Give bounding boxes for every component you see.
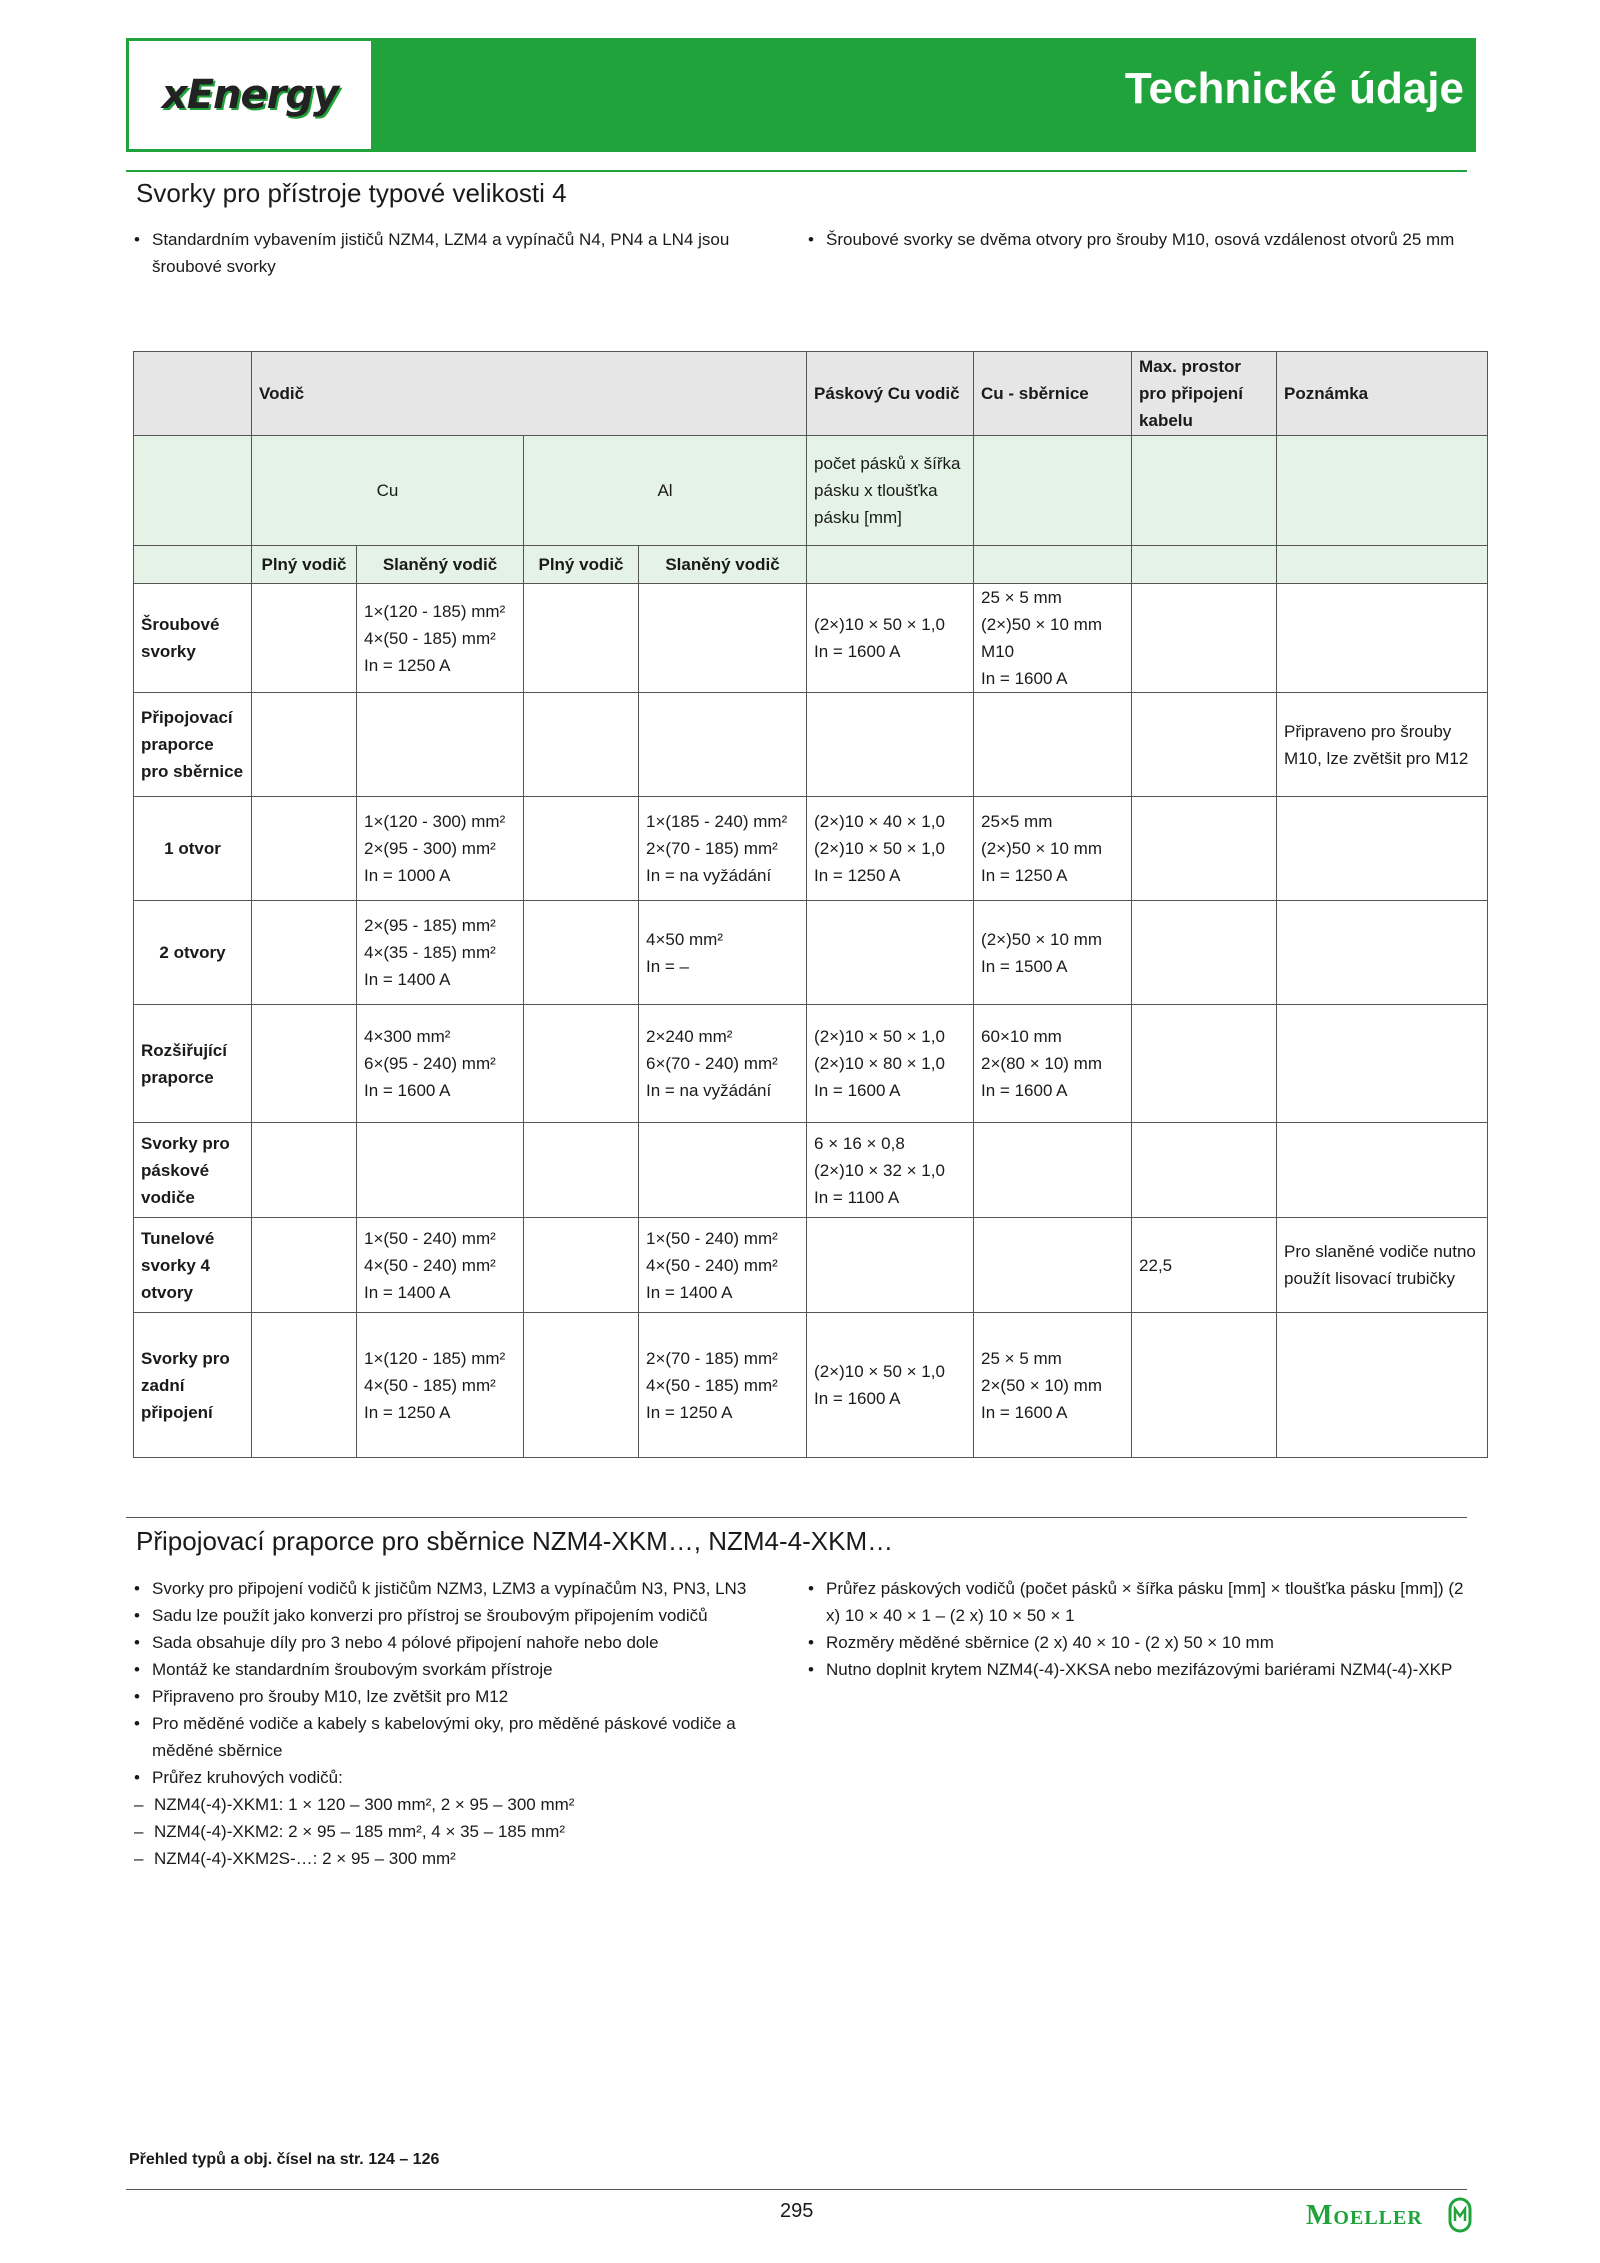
- header-cu-sbernice: Cu - sběrnice: [974, 352, 1132, 436]
- cell-pozn: [1277, 584, 1488, 693]
- cell-line: 4×(50 - 185) mm²: [364, 1375, 496, 1395]
- cell-line: In = 1600 A: [364, 1081, 451, 1100]
- cell-sbern: [974, 1123, 1132, 1218]
- cell-cu-plny: [252, 1123, 357, 1218]
- cell-line: 4×(50 - 240) mm²: [364, 1255, 496, 1275]
- list-item: • Rozměry měděné sběrnice (2 x) 40 × 10 - (2 x) 50 × 10 mm: [808, 1629, 1468, 1656]
- list-item: • Šroubové svorky se dvěma otvory pro šrouby M10, osová vzdálenost otvorů 25 mm: [808, 226, 1468, 253]
- cell-cu-slan: [357, 797, 524, 901]
- cell-line: In = 1600 A: [981, 1081, 1068, 1100]
- cell-line: 2×(50 × 10) mm: [981, 1375, 1102, 1395]
- cell-al-slan: [639, 901, 807, 1005]
- list-item: • Připraveno pro šrouby M10, lze zvětšit pro M12: [134, 1683, 799, 1710]
- header-cu: Cu: [252, 436, 524, 546]
- cell-max: [1132, 693, 1277, 797]
- cell-max: [1132, 1123, 1277, 1218]
- table-row: [134, 1005, 1488, 1123]
- row-label: Připojovací praporce pro sběrnice: [134, 693, 252, 797]
- footnote: Přehled typů a obj. čísel na str. 124 – 126: [129, 2151, 440, 2168]
- cell-line: 25 × 5 mm: [981, 588, 1062, 607]
- cell-max: [1132, 901, 1277, 1005]
- section-title: Svorky pro přístroje typové velikosti 4: [136, 178, 567, 208]
- row-label: Rozšiřující praporce: [134, 1005, 252, 1123]
- table-subheader-row: [134, 436, 1488, 546]
- list-item: – NZM4(-4)-XKM1: 1 × 120 – 300 mm², 2 × 95 – 300 mm²: [134, 1791, 799, 1818]
- cell-line: (2×)10 × 40 × 1,0: [814, 812, 945, 831]
- cell-pask: [807, 1005, 974, 1123]
- divider: [126, 170, 1467, 172]
- table-row: [134, 1123, 1488, 1218]
- cell-line: In = 1250 A: [981, 866, 1068, 885]
- cell-pask: [807, 901, 974, 1005]
- cell-pozn: [1277, 1123, 1488, 1218]
- cell-max: [1132, 797, 1277, 901]
- cell-line: In = 1000 A: [364, 866, 451, 885]
- cell-pozn: Připraveno pro šrouby M10, lze zvětšit pro M12: [1277, 693, 1488, 797]
- cell-line: 1×(120 - 185) mm²: [364, 1348, 506, 1368]
- cell-line: In = na vyžádání: [646, 866, 772, 885]
- cell-line: In = 1400 A: [364, 970, 451, 989]
- section2-left: [134, 1575, 799, 1872]
- page-number: 295: [780, 2200, 814, 2222]
- table-row: [134, 901, 1488, 1005]
- cell-line: In = 1250 A: [364, 655, 451, 675]
- cell-line: In = 1250 A: [646, 1402, 733, 1422]
- cell-cu-slan: [357, 901, 524, 1005]
- cell-cu-plny: [252, 797, 357, 901]
- header-al-slaneny: Slaněný vodič: [639, 546, 807, 584]
- header-al: Al: [524, 436, 807, 546]
- cell-line: 1×(185 - 240) mm²: [646, 812, 788, 831]
- cell-line: 6 × 16 × 0,8: [814, 1133, 905, 1153]
- cell-line: In = 1250 A: [364, 1402, 451, 1422]
- row-label: Šroubové svorky: [134, 584, 252, 693]
- cell-line: (2×)10 × 32 × 1,0: [814, 1160, 945, 1180]
- xenergy-logo: xEnergy: [161, 72, 339, 118]
- logo-box: [129, 41, 371, 149]
- cell-al-slan: [639, 797, 807, 901]
- list-item: • Montáž ke standardním šroubovým svorkám přístroje: [134, 1656, 799, 1683]
- cell-pask: [807, 1123, 974, 1218]
- cell-sbern: [974, 1005, 1132, 1123]
- cell-line: In = na vyžádání: [646, 1081, 772, 1100]
- cell-cu-slan: [357, 1313, 524, 1458]
- cell-line: (2×)10 × 50 × 1,0: [814, 1362, 945, 1381]
- list-item: • Průřez páskových vodičů (počet pásků × šířka pásku [mm] × tloušťka pásku [mm]) (2 x) 10 × 40 × 1 – (2 x) 10 × 50 × 1: [808, 1575, 1468, 1629]
- cell-line: 6×(95 - 240) mm²: [364, 1054, 496, 1073]
- cell-line: 4×(50 - 185) mm²: [646, 1375, 778, 1395]
- cell-line: (2×)10 × 50 × 1,0: [814, 1027, 945, 1046]
- row-label: 2 otvory: [134, 901, 252, 1005]
- cell-al-slan: [639, 1218, 807, 1313]
- cell-al-slan: [639, 584, 807, 693]
- cell-line: 4×(50 - 185) mm²: [364, 628, 496, 648]
- cell-sbern: [974, 1313, 1132, 1458]
- table-row: [134, 1313, 1488, 1458]
- cell-line: In = 1100 A: [814, 1187, 900, 1207]
- cell-line: In = 1600 A: [814, 642, 901, 661]
- header-al-plny: Plný vodič: [524, 546, 639, 584]
- cell-al-slan: [639, 693, 807, 797]
- cell-pozn: Pro slaněné vodiče nutno použít lisovací trubičky: [1277, 1218, 1488, 1313]
- cell-al-slan: [639, 1313, 807, 1458]
- row-label: Svorky pro zadní připojení: [134, 1313, 252, 1458]
- cell-line: 2×(80 × 10) mm: [981, 1054, 1102, 1073]
- cell-line: 4×(50 - 240) mm²: [646, 1255, 778, 1275]
- cell-line: 1×(120 - 300) mm²: [364, 812, 506, 831]
- table-row: [134, 797, 1488, 901]
- cell-max: [1132, 1005, 1277, 1123]
- header-max-prostor: Max. prostor pro připojení kabelu: [1132, 352, 1277, 436]
- cell-line: (2×)50 × 10 mm: [981, 929, 1102, 949]
- cell-pask: [807, 584, 974, 693]
- cell-line: In = 1600 A: [814, 1389, 901, 1408]
- cell-max: [1132, 1313, 1277, 1458]
- cell-cu-slan: [357, 1005, 524, 1123]
- cell-line: 6×(70 - 240) mm²: [646, 1054, 778, 1073]
- header-cu-plny: Plný vodič: [252, 546, 357, 584]
- cell-cu-slan: [357, 693, 524, 797]
- cell-line: 2×240 mm²: [646, 1027, 733, 1046]
- moeller-emblem-icon: [1448, 2197, 1472, 2233]
- cell-line: 1×(120 - 185) mm²: [364, 601, 506, 621]
- cell-line: (2×)10 × 50 × 1,0: [814, 839, 945, 858]
- row-label: Svorky pro páskové vodiče: [134, 1123, 252, 1218]
- list-item: • Pro měděné vodiče a kabely s kabelovými oky, pro měděné páskové vodiče a měděné sběrnice: [134, 1710, 799, 1764]
- cell-line: (2×)50 × 10 mm: [981, 839, 1102, 858]
- header-cu-slaneny: Slaněný vodič: [357, 546, 524, 584]
- cell-pask: [807, 693, 974, 797]
- list-item: • Nutno doplnit krytem NZM4(-4)-XKSA nebo mezifázovými bariérami NZM4(-4)-XKP: [808, 1656, 1468, 1683]
- header-pocet-pasku: počet pásků x šířka pásku x tloušťka pásku [mm]: [807, 436, 974, 546]
- page-title: Technické údaje: [1124, 64, 1464, 113]
- cell-line: In = 1600 A: [981, 1402, 1068, 1422]
- cell-al-plny: [524, 693, 639, 797]
- cell-line: In = 1600 A: [981, 669, 1068, 688]
- section-title: Připojovací praporce pro sběrnice NZM4-XKM…, NZM4-4-XKM…: [136, 1526, 894, 1556]
- cell-line: 25 × 5 mm: [981, 1348, 1062, 1368]
- cell-pozn: [1277, 1313, 1488, 1458]
- cell-line: (2×)10 × 50 × 1,0: [814, 615, 945, 634]
- cell-al-slan: [639, 1005, 807, 1123]
- list-item: • Průřez kruhových vodičů:: [134, 1764, 799, 1791]
- row-label: 1 otvor: [134, 797, 252, 901]
- cell-al-plny: [524, 1005, 639, 1123]
- cell-cu-slan: [357, 1123, 524, 1218]
- cell-max: [1132, 584, 1277, 693]
- cell-sbern: [974, 584, 1132, 693]
- cell-line: M10: [981, 642, 1015, 661]
- cell-cu-slan: [357, 1218, 524, 1313]
- divider: [126, 2189, 1467, 2190]
- cell-cu-plny: [252, 693, 357, 797]
- cell-sbern: [974, 1218, 1132, 1313]
- row-label: Tunelové svorky 4 otvory: [134, 1218, 252, 1313]
- cell-max: 22,5: [1132, 1218, 1277, 1313]
- cell-line: 4×300 mm²: [364, 1027, 451, 1046]
- cell-pozn: [1277, 1005, 1488, 1123]
- cell-line: 4×50 mm²: [646, 929, 723, 949]
- cell-cu-plny: [252, 1313, 357, 1458]
- list-item: • Svorky pro připojení vodičů k jističům NZM3, LZM3 a vypínačům N3, PN3, LN3: [134, 1575, 799, 1602]
- cell-line: In = 1500 A: [981, 956, 1068, 976]
- cell-line: 2×(95 - 185) mm²: [364, 916, 496, 935]
- divider: [126, 1517, 1467, 1518]
- cell-al-plny: [524, 797, 639, 901]
- cell-cu-plny: [252, 1218, 357, 1313]
- cell-line: In = 1400 A: [646, 1282, 733, 1302]
- intro-right: [808, 226, 1468, 253]
- table-row: [134, 584, 1488, 693]
- cell-line: 2×(70 - 185) mm²: [646, 1348, 778, 1368]
- cell-al-plny: [524, 1123, 639, 1218]
- list-item: • Standardním vybavením jističů NZM4, LZM4 a vypínačů N4, PN4 a LN4 jsou šroubové svorky: [134, 226, 784, 280]
- section2-right: [808, 1575, 1468, 1683]
- moeller-logo: Moeller: [1306, 2200, 1423, 2231]
- header-paskovy: Páskový Cu vodič: [807, 352, 974, 436]
- cell-al-plny: [524, 1218, 639, 1313]
- cell-line: 4×(35 - 185) mm²: [364, 943, 496, 962]
- header-poznamka: Poznámka: [1277, 352, 1488, 436]
- cell-al-plny: [524, 1313, 639, 1458]
- intro-left: [134, 226, 784, 280]
- cell-line: 60×10 mm: [981, 1027, 1062, 1046]
- header-vodic: Vodič: [252, 352, 807, 436]
- cell-cu-plny: [252, 584, 357, 693]
- cell-line: In = –: [646, 956, 690, 976]
- cell-line: (2×)50 × 10 mm: [981, 615, 1102, 634]
- list-item: • Sada obsahuje díly pro 3 nebo 4 pólové připojení nahoře nebo dole: [134, 1629, 799, 1656]
- cell-line: 1×(50 - 240) mm²: [646, 1228, 778, 1248]
- cell-pozn: [1277, 797, 1488, 901]
- cell-cu-slan: [357, 584, 524, 693]
- table-header-row: [134, 352, 1488, 436]
- list-item: – NZM4(-4)-XKM2: 2 × 95 – 185 mm², 4 × 35 – 185 mm²: [134, 1818, 799, 1845]
- cell-pask: [807, 797, 974, 901]
- cell-al-plny: [524, 584, 639, 693]
- cell-cu-plny: [252, 901, 357, 1005]
- table-row: [134, 1218, 1488, 1313]
- cell-pask: [807, 1313, 974, 1458]
- cell-line: (2×)10 × 80 × 1,0: [814, 1054, 945, 1073]
- list-item: • Sadu lze použít jako konverzi pro přístroj se šroubovým připojením vodičů: [134, 1602, 799, 1629]
- spec-table: [133, 351, 1488, 1458]
- cell-line: 2×(95 - 300) mm²: [364, 839, 496, 858]
- cell-line: In = 1600 A: [814, 1081, 901, 1100]
- cell-pask: [807, 1218, 974, 1313]
- table-row: [134, 693, 1488, 797]
- cell-cu-plny: [252, 1005, 357, 1123]
- cell-pozn: [1277, 901, 1488, 1005]
- cell-line: 1×(50 - 240) mm²: [364, 1228, 496, 1248]
- cell-al-plny: [524, 901, 639, 1005]
- cell-line: In = 1250 A: [814, 866, 901, 885]
- cell-al-slan: [639, 1123, 807, 1218]
- cell-line: 2×(70 - 185) mm²: [646, 839, 778, 858]
- cell-line: In = 1400 A: [364, 1282, 451, 1302]
- table-subheader-row2: [134, 546, 1488, 584]
- cell-line: 25×5 mm: [981, 812, 1053, 831]
- cell-sbern: [974, 797, 1132, 901]
- list-item: – NZM4(-4)-XKM2S-…: 2 × 95 – 300 mm²: [134, 1845, 799, 1872]
- cell-sbern: [974, 693, 1132, 797]
- cell-sbern: [974, 901, 1132, 1005]
